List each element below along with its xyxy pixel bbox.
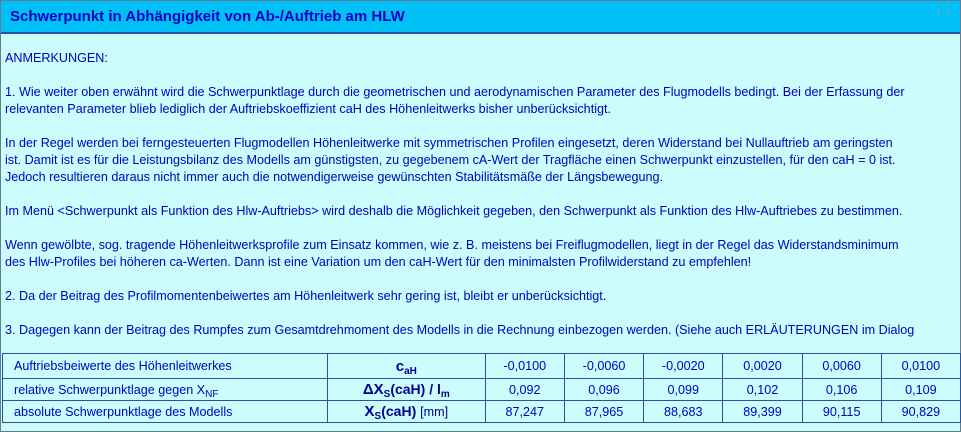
table-cell[interactable]: 0,0060 — [802, 354, 881, 379]
notes-line: relevanten Parameter blieb lediglich der Auftriebskoeffizient caH des Höhenleitwerks bisher unberücksichtigt. — [5, 102, 611, 116]
notes-section — [5, 34, 961, 352]
table-cell[interactable]: 87,965 — [564, 401, 643, 423]
resize-grip-icon[interactable] — [938, 3, 949, 17]
row-symbol: $X_S(caH)$ [mm] — [328, 401, 486, 423]
table-cell[interactable]: 0,0100 — [881, 354, 960, 379]
notes-line: Jedoch resultieren daraus nicht immer auch die notwendigerweise gewünschten Stabilitätsmäße der Längsbewegung. — [5, 170, 664, 184]
notes-line — [5, 118, 961, 135]
table-cell[interactable]: 90,829 — [881, 401, 960, 423]
table-cell[interactable]: 0,102 — [723, 379, 802, 401]
table-row-lift-coefficients — [3, 354, 961, 379]
notes-line: Im Menü <Schwerpunkt als Funktion des Hlw-Auftriebs> wird deshalb die Möglichkeit gegeben, den Schwerpunkt als Funktion des Hlw-Auftriebes zu bestimmen. — [5, 204, 903, 218]
notes-line — [5, 67, 961, 84]
table-cell[interactable]: 0,106 — [802, 379, 881, 401]
table-cell[interactable]: -0,0100 — [485, 354, 564, 379]
results-table — [2, 353, 961, 423]
notes-line: Wenn gewölbte, sog. tragende Höhenleitwerksprofile zum Einsatz kommen, wie z. B. meistens bei Freiflugmodellen, liegt in der Regel das Widerstandsminimum — [5, 238, 899, 252]
table-cell[interactable]: -0,0060 — [564, 354, 643, 379]
table-row-absolute-cg — [3, 401, 961, 423]
row-symbol: $\Delta X_S(caH) / l_m$ — [328, 379, 486, 401]
title-bar — [1, 1, 960, 34]
table-cell[interactable]: 88,683 — [644, 401, 723, 423]
table-cell[interactable]: 89,399 — [723, 401, 802, 423]
notes-line — [5, 220, 961, 237]
row-label: Auftriebsbeiwerte des Höhenleitwerkes — [3, 354, 328, 379]
table-cell[interactable]: 0,0020 — [723, 354, 802, 379]
notes-line: 2. Da der Beitrag des Profilmomentenbeiwertes am Höhenleitwerk sehr gering ist, bleibt er unberücksichtigt. — [5, 289, 607, 303]
table-cell[interactable]: 87,247 — [485, 401, 564, 423]
table-cell[interactable]: -0,0020 — [644, 354, 723, 379]
notes-line: des Hlw-Profiles bei höheren ca-Werten. Dann ist eine Variation um den caH-Wert für den minimalsten Profilwiderstand zu empfehlen! — [5, 255, 752, 269]
table-cell[interactable]: 0,096 — [564, 379, 643, 401]
row-label: absolute Schwerpunktlage des Modells — [3, 401, 328, 423]
notes-line — [5, 305, 961, 322]
notes-line: In der Regel werden bei ferngesteuerten Flugmodellen Höhenleitwerke mit symmetrischen Profilen eingesetzt, deren Widerstand bei Nullauftrieb am geringsten — [5, 136, 893, 150]
table-cell[interactable]: 0,092 — [485, 379, 564, 401]
table-cell[interactable]: 0,099 — [644, 379, 723, 401]
notes-line — [5, 186, 961, 203]
row-label: relative Schwerpunktlage gegen $X_{NF}$ — [3, 379, 328, 401]
notes-line: 3. Dagegen kann der Beitrag des Rumpfes zum Gesamtdrehmoment des Modells in die Rechnung einbezogen werden. (Siehe auch ERLÄUTERUNGEN im Dialog — [5, 323, 915, 337]
table-cell[interactable]: 0,109 — [881, 379, 960, 401]
table-cell[interactable]: 90,115 — [802, 401, 881, 423]
page-title: Schwerpunkt in Abhängigkeit von Ab-/Auftrieb am HLW — [10, 8, 405, 25]
notes-line: 1. Wie weiter oben erwähnt wird die Schwerpunktlage durch die geometrischen und aerodynamischen Parameter des Flugmodells bedingt. Bei der Erfassung der — [5, 85, 905, 99]
table-row-relative-cg — [3, 379, 961, 401]
row-symbol: $c_{aH}$ — [328, 354, 486, 379]
notes-heading: ANMERKUNGEN: — [5, 51, 108, 65]
notes-line: ist. Damit ist es für die Leistungsbilanz des Modells am günstigsten, zu gegebenem cA-Wert der Tragfläche einen Schwerpunkt einzustellen, für den caH = 0 ist. — [5, 153, 896, 167]
notes-line — [5, 271, 961, 288]
